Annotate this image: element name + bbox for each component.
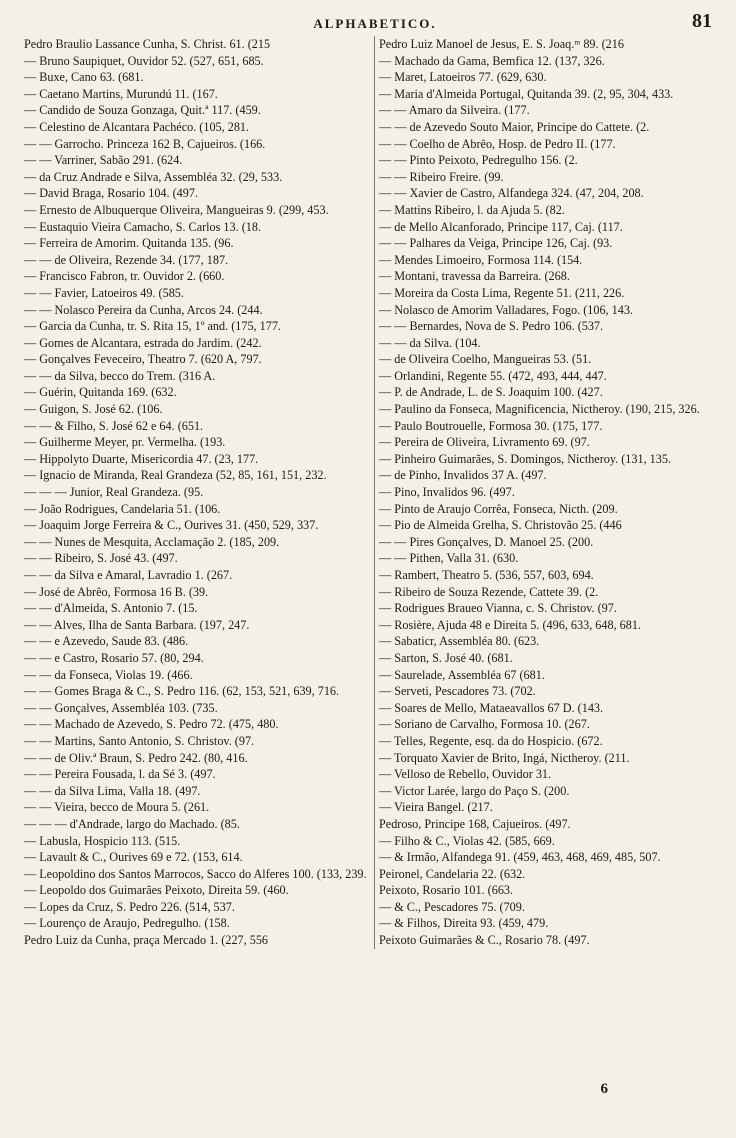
directory-entry: — — Martins, Santo Antonio, S. Christov. (97.: [24, 733, 255, 748]
directory-entry: — Moreira da Costa Lima, Regente 51. (211, 226.: [379, 285, 625, 300]
directory-entry: — Serveti, Pescadores 73. (702.: [379, 684, 536, 699]
directory-entry: — Soares de Mello, Mataeavallos 67 D. (143.: [379, 700, 604, 715]
directory-entry: Peixoto, Rosario 101. (663.: [379, 883, 514, 898]
directory-entry: — Pereira de Oliveira, Livramento 69. (97.: [379, 435, 590, 450]
directory-entry: — — da Silva e Amaral, Lavradio 1. (267.: [24, 568, 233, 582]
directory-entry: — de Pinho, Invalidos 37 A. (497.: [379, 468, 547, 483]
directory-entry: — & Irmão, Alfandega 91. (459, 463, 468, 469, 485, 507.: [379, 850, 661, 865]
directory-entry: — Candido de Souza Gonzaga, Quit.ª 117. (459.: [24, 103, 261, 118]
directory-entry: — Ribeiro de Souza Rezende, Cattete 39. (2.: [379, 584, 599, 599]
directory-entry: — Lourenço de Araujo, Pedregulho. (158.: [24, 916, 230, 931]
directory-entry: — — Pires Gonçalves, D. Manoel 25. (200.: [379, 534, 594, 549]
directory-entry: — Nolasco de Amorim Valladares, Fogo. (106, 143.: [379, 302, 633, 317]
directory-entry: — da Cruz Andrade e Silva, Assembléa 32. (29, 533.: [24, 169, 283, 184]
directory-entry: — — Nunes de Mesquita, Acclamação 2. (185, 209.: [24, 534, 280, 549]
directory-entry: — Velloso de Rebello, Ouvidor 31.: [379, 767, 552, 782]
directory-entry: — Guigon, S. José 62. (106.: [24, 402, 163, 417]
directory-entry: — — Amaro da Silveira. (177.: [379, 103, 530, 118]
directory-entry: — Ignacio de Miranda, Real Grandeza (52, 85, 161, 151, 232.: [24, 468, 327, 483]
directory-entry: — David Braga, Rosario 104. (497.: [24, 186, 198, 201]
directory-entry: Pedro Luiz da Cunha, praça Mercado 1. (227, 556: [24, 933, 269, 948]
directory-entry: — — Varriner, Sabão 291. (624.: [24, 153, 183, 168]
directory-entry: — Joaquim Jorge Ferreira & C., Ourives 31. (450, 529, 337.: [24, 518, 319, 533]
directory-entry: — Sarton, S. José 40. (681.: [379, 650, 513, 665]
directory-entry: — Leopoldino dos Santos Marrocos, Sacco do Alferes 100. (133, 239.: [24, 866, 367, 881]
directory-entry: — Telles, Regente, esq. da do Hospicio. (672.: [379, 733, 603, 748]
directory-entry: — Leopoldo dos Guimarães Peixoto, Direita 59. (460.: [24, 883, 289, 898]
directory-entry: — Filho & C., Violas 42. (585, 669.: [379, 833, 555, 848]
directory-entry: — Soriano de Carvalho, Formosa 10. (267.: [379, 717, 590, 732]
directory-entry: — — da Silva, becco do Trem. (316 A.: [24, 368, 216, 383]
directory-entry: — — Xavier de Castro, Alfandega 324. (47, 204, 208.: [379, 186, 644, 201]
directory-entry: — — Machado de Azevedo, S. Pedro 72. (475, 480.: [24, 717, 279, 732]
directory-entry: — — Bernardes, Nova de S. Pedro 106. (537.: [379, 319, 604, 334]
directory-entry: — — d'Almeida, S. Antonio 7. (15.: [24, 601, 198, 616]
directory-entry: — Paulo Boutrouelle, Formosa 30. (175, 177.: [379, 418, 603, 433]
directory-entry: — Garcia da Cunha, tr. S. Rita 15, 1º and. (175, 177.: [24, 319, 281, 334]
directory-entry: — Torquato Xavier de Brito, Ingá, Nictheroy. (211.: [379, 750, 630, 765]
directory-entry: — Maria d'Almeida Portugal, Quitanda 39. (2, 95, 304, 433.: [379, 86, 674, 101]
directory-entry: — Machado da Gama, Bemfica 12. (137, 326.: [379, 53, 605, 68]
directory-entry: — Victor Larée, largo do Paço S. (200.: [379, 783, 570, 798]
directory-entry: — Mendes Limoeiro, Formosa 114. (154.: [379, 252, 583, 267]
page-number: 81: [692, 10, 712, 32]
directory-entry: — Labusla, Hospicio 113. (515.: [24, 833, 181, 848]
running-head: ALPHABETICO.: [313, 16, 437, 31]
directory-entry: Peironel, Candelaria 22. (632.: [379, 866, 526, 881]
directory-entry: Peixoto Guimarães & C., Rosario 78. (497.: [379, 933, 590, 948]
directory-entry: — & Filhos, Direita 93. (459, 479.: [379, 916, 549, 931]
directory-entry: — Ferreira de Amorim. Quitanda 135. (96.: [24, 236, 234, 251]
directory-entry: — Pinheiro Guimarães, S. Domingos, Nictheroy. (131, 135.: [379, 451, 672, 466]
directory-entry: — — da Fonseca, Violas 19. (466.: [24, 667, 193, 682]
directory-entry: — — de Oliveira, Rezende 34. (177, 187.: [24, 252, 229, 267]
directory-entry: — José de Abrêo, Formosa 16 B. (39.: [24, 584, 209, 599]
directory-entry: — — Ribeiro, S. José 43. (497.: [24, 551, 178, 566]
directory-entry: — Pino, Invalidos 96. (497.: [379, 485, 515, 500]
directory-entry: — Rambert, Theatro 5. (536, 557, 603, 694.: [379, 568, 594, 582]
directory-columns: [24, 36, 726, 949]
directory-entry: — Orlandini, Regente 55. (472, 493, 444, 447.: [379, 368, 607, 383]
directory-entry: — — Palhares da Veiga, Principe 126, Caj. (93.: [379, 236, 613, 251]
directory-entry: — — Pinto Peixoto, Pedregulho 156. (2.: [379, 153, 578, 168]
directory-entry: — Caetano Martins, Murundú 11. (167.: [24, 86, 218, 101]
directory-entry: — Pinto de Araujo Corrêa, Fonseca, Nicth. (209.: [379, 501, 618, 516]
directory-entry: — — — d'Andrade, largo do Machado. (85.: [24, 816, 240, 831]
directory-entry: — — de Oliv.ª Braun, S. Pedro 242. (80, 416.: [24, 750, 248, 765]
left-column: [24, 36, 375, 949]
directory-entry: — Francisco Fabron, tr. Ouvidor 2. (660.: [24, 269, 225, 284]
directory-entry: — — Gonçalves, Assembléa 103. (735.: [24, 700, 218, 715]
directory-entry: — Lopes da Cruz, S. Pedro 226. (514, 537.: [24, 899, 235, 914]
directory-entry: Pedro Luiz Manoel de Jesus, E. S. Joaq.ᵐ 89. (216: [379, 37, 624, 51]
directory-entry: — — e Azevedo, Saude 83. (486.: [24, 634, 189, 649]
directory-entry: — — Garrocho. Princeza 162 B, Cajueiros. (166.: [24, 136, 266, 151]
directory-entry: — — Vieira, becco de Moura 5. (261.: [24, 800, 210, 815]
directory-entry: — Maret, Latoeiros 77. (629, 630.: [379, 70, 547, 85]
directory-entry: — Buxe, Cano 63. (681.: [24, 70, 144, 85]
directory-entry: — — Gomes Braga & C., S. Pedro 116. (62, 153, 521, 639, 716.: [24, 684, 340, 699]
right-column: [375, 36, 726, 949]
directory-entry: — de Mello Alcanforado, Principe 117, Caj. (117.: [379, 219, 623, 234]
directory-entry: — & C., Pescadores 75. (709.: [379, 899, 525, 914]
directory-entry: — Eustaquio Vieira Camacho, S. Carlos 13. (18.: [24, 219, 262, 234]
signature-mark: 6: [600, 1081, 608, 1097]
directory-entry: — Saurelade, Assembléa 67 (681.: [379, 667, 545, 682]
directory-entry: — Mattins Ribeiro, l. da Ajuda 5. (82.: [379, 202, 565, 217]
directory-entry: — Lavault & C., Ourives 69 e 72. (153, 614.: [24, 850, 243, 865]
directory-entry: — Rodrigues Braueo Vianna, c. S. Christov. (97.: [379, 601, 617, 616]
directory-entry: — — Favier, Latoeiros 49. (585.: [24, 285, 184, 300]
directory-entry: — Rosière, Ajuda 48 e Direita 5. (496, 633, 648, 681.: [379, 617, 641, 632]
directory-entry: — Paulino da Fonseca, Magnificencia, Nictheroy. (190, 215, 326.: [379, 402, 700, 417]
directory-entry: — — e Castro, Rosario 57. (80, 294.: [24, 650, 204, 665]
directory-entry: — Montani, travessa da Barreira. (268.: [379, 269, 570, 284]
directory-entry: — de Oliveira Coelho, Mangueiras 53. (51.: [379, 352, 592, 367]
directory-entry: Pedroso, Principe 168, Cajueiros. (497.: [379, 816, 571, 831]
directory-entry: — — da Silva. (104.: [379, 335, 481, 350]
directory-entry: — Gonçalves Feveceiro, Theatro 7. (620 A, 797.: [24, 352, 262, 367]
directory-entry: — P. de Andrade, L. de S. Joaquim 100. (427.: [379, 385, 603, 400]
directory-entry: Pedro Braulio Lassance Cunha, S. Christ. 61. (215: [24, 37, 271, 51]
directory-entry: — — de Azevedo Souto Maior, Principe do Cattete. (2.: [379, 119, 650, 134]
directory-entry: — Hippolyto Duarte, Misericordia 47. (23, 177.: [24, 451, 259, 466]
directory-entry: — — & Filho, S. José 62 e 64. (651.: [24, 418, 204, 433]
directory-entry: — — da Silva Lima, Valla 18. (497.: [24, 783, 201, 798]
directory-entry: — — Pereira Fousada, l. da Sé 3. (497.: [24, 767, 216, 782]
directory-entry: — Vieira Bangel. (217.: [379, 800, 493, 815]
directory-entry: — Guérin, Quitanda 169. (632.: [24, 385, 177, 400]
page-header: [24, 10, 726, 36]
directory-entry: — Sabaticr, Assembléa 80. (623.: [379, 634, 540, 649]
directory-entry: — João Rodrigues, Candelaria 51. (106.: [24, 501, 221, 516]
directory-entry: — — Alves, Ilha de Santa Barbara. (197, 247.: [24, 617, 250, 632]
directory-entry: — Gomes de Alcantara, estrada do Jardim. (242.: [24, 335, 262, 350]
directory-entry: — Bruno Saupiquet, Ouvidor 52. (527, 651, 685.: [24, 53, 264, 68]
directory-entry: — Guilherme Meyer, pr. Vermelha. (193.: [24, 435, 226, 450]
directory-entry: — — Pithen, Valla 31. (630.: [379, 551, 519, 566]
directory-entry: — — — Junior, Real Grandeza. (95.: [24, 485, 204, 500]
directory-entry: — — Coelho de Abrêo, Hosp. de Pedro II. (177.: [379, 136, 616, 151]
directory-entry: — Ernesto de Albuquerque Oliveira, Mangueiras 9. (299, 453.: [24, 202, 329, 217]
directory-entry: — Celestino de Alcantara Pachéco. (105, 281.: [24, 119, 250, 134]
directory-entry: — — Nolasco Pereira da Cunha, Arcos 24. (244.: [24, 302, 263, 317]
directory-entry: — Pio de Almeida Grelha, S. Christovão 25. (446: [379, 518, 622, 533]
directory-entry: — — Ribeiro Freire. (99.: [379, 169, 504, 184]
